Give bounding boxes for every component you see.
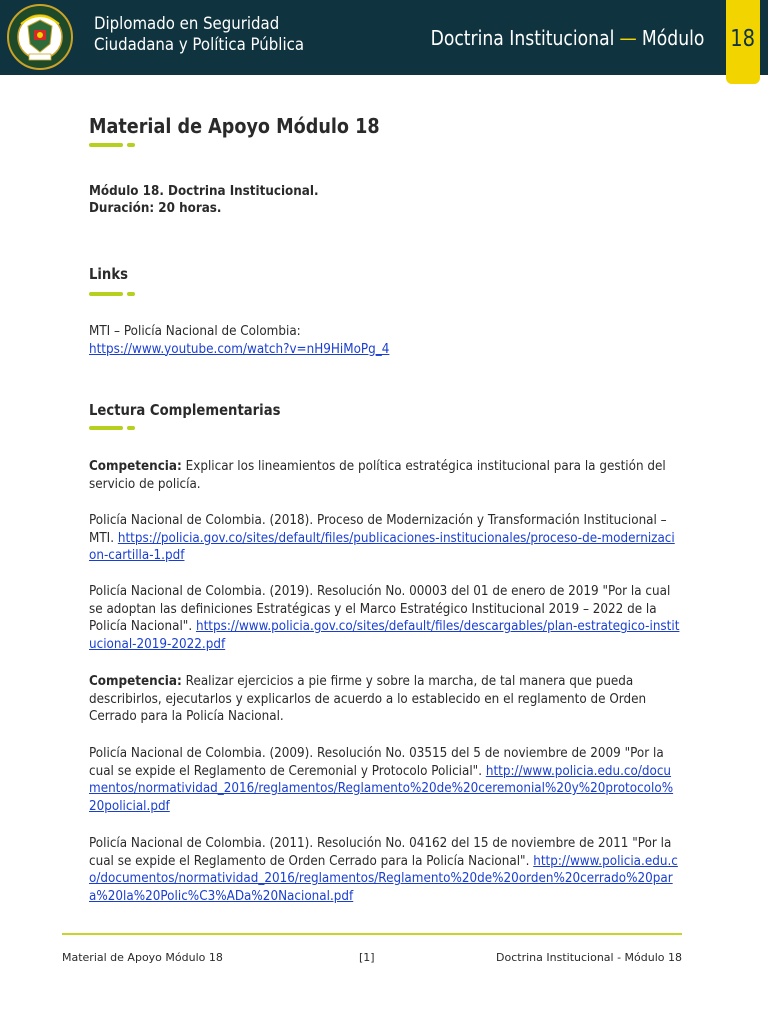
links-paragraph [89,323,680,358]
reference-4-link[interactable]: http://www.policia.edu.co/documentos/normatividad_2016/reglamentos/Reglamento%20de%20orden%20cerrado%20para%20la%20Polic%C3%ADa%20Nacional.pdf [89,853,678,904]
program-title-line1: Diplomado en Seguridad [94,14,280,34]
reference-3-text: Policía Nacional de Colombia. (2009). Resolución No. 03515 del 5 de noviembre de 2009 "Por la cual se expide el Reglamento de Ceremonial y Protocolo Policial". [89,746,664,779]
competencia-1 [89,458,680,493]
reference-1 [89,512,680,565]
module-line: Módulo 18. Doctrina Institucional. [89,184,319,199]
reference-2 [89,583,680,653]
links-text: MTI – Policía Nacional de Colombia: [89,324,301,339]
competencia-1-text: Explicar los lineamientos de política estratégica institucional para la gestión del servicio de policía. [89,459,666,492]
competencia-label: Competencia: [89,459,182,474]
title-underline-decoration [89,143,136,147]
duration-line: Duración: 20 horas. [89,201,222,216]
footer-page-number: [1] [359,951,375,964]
reference-1-text: Policía Nacional de Colombia. (2018). Proceso de Modernización y Transformación Institucional – MTI. [89,513,667,546]
competencia-2 [89,673,680,726]
reading-heading: Lectura Complementarias [89,401,281,419]
reference-4 [89,835,680,905]
links-heading: Links [89,265,128,283]
reference-3-link[interactable]: http://www.policia.edu.co/documentos/normatividad_2016/reglamentos/Reglamento%20de%20ceremonial%20y%20protocolo%20policial.pdf [89,763,674,814]
reference-2-link[interactable]: https://www.policia.gov.co/sites/default/files/descargables/plan-estrategico-institucional-2019-2022.pdf [89,619,680,652]
program-title-line2: Ciudadana y Política Pública [94,35,304,55]
links-underline-decoration [89,292,136,296]
module-word: Módulo [641,26,704,50]
program-title [94,14,304,56]
reference-1-link[interactable]: https://policia.gov.co/sites/default/files/publicaciones-institucionales/proceso-de-modernizacion-cartilla-1.pdf [89,530,675,563]
module-dash: — [619,26,637,50]
competencia-label: Competencia: [89,674,182,689]
page-title: Material de Apoyo Módulo 18 [89,114,380,138]
module-name: Doctrina Institucional [430,26,614,50]
footer-right: Doctrina Institucional - Módulo 18 [496,951,682,964]
competencia-2-text: Realizar ejercicios a pie firme y sobre la marcha, de tal manera que pueda describirlos, ejecutarlos y explicarlos de acuerdo a lo establecido en el reglamento de Orden Cerrado para la Policía Nacional. [89,674,647,724]
module-meta [89,183,318,217]
footer-divider [62,933,682,935]
police-seal-logo [7,4,73,70]
reference-3 [89,745,680,815]
youtube-link[interactable]: https://www.youtube.com/watch?v=nH9HiMoPg_4 [89,341,390,357]
reference-4-text: Policía Nacional de Colombia. (2011). Resolución No. 04162 del 15 de noviembre de 2011 "Por la cual se expide el Reglamento de Orden Cerrado para la Policía Nacional". [89,836,672,869]
module-number-tab [726,0,760,84]
module-header [430,26,704,50]
footer-left: Material de Apoyo Módulo 18 [62,951,223,964]
module-number: 18 [730,26,756,52]
reading-underline-decoration [89,426,136,430]
page-header [0,0,768,75]
reference-2-text: Policía Nacional de Colombia. (2019). Resolución No. 00003 del 01 de enero de 2019 "Por la cual se adoptan las definiciones Estratégicas y el Marco Estratégico Institucional 2019 – 2022 de la Policía Nacional". [89,584,671,634]
